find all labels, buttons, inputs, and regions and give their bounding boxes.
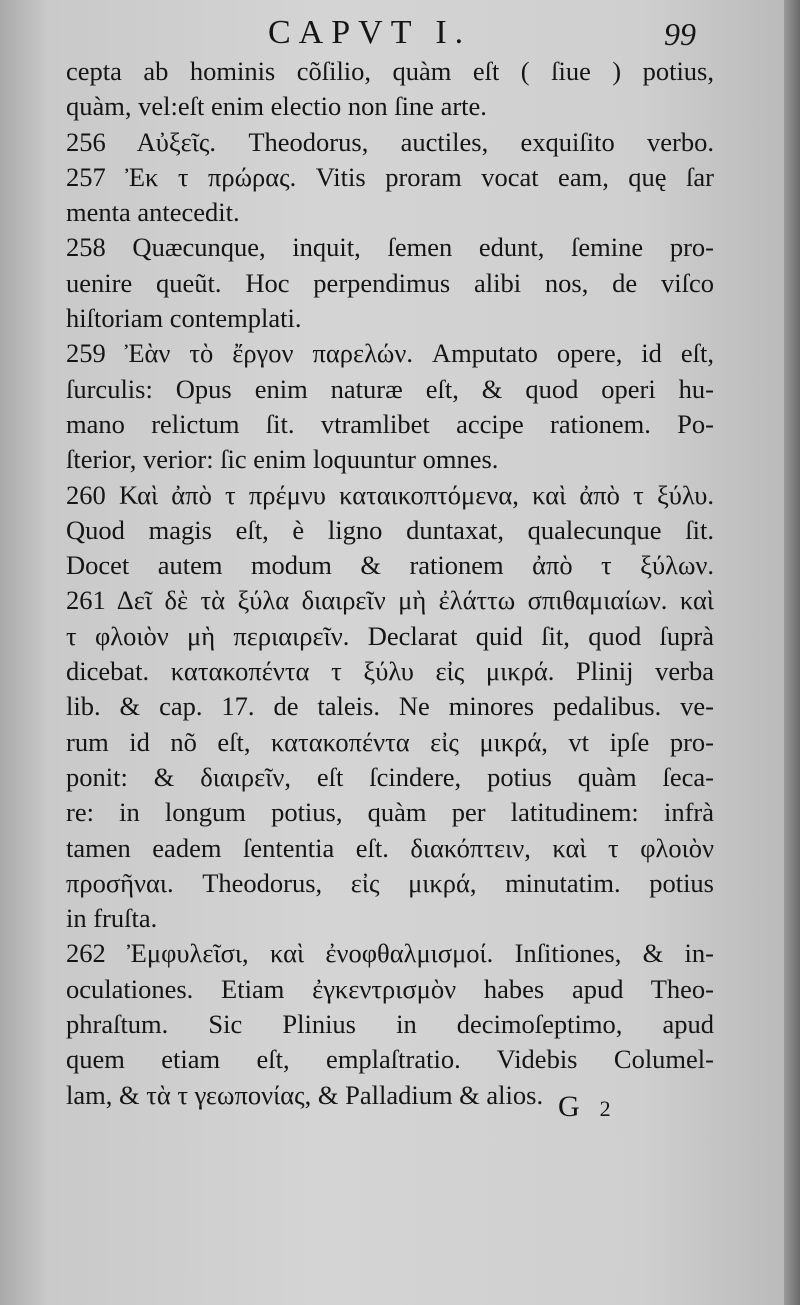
text-line: Quod magis eſt, è ligno duntaxat, qualecunque ſit. bbox=[66, 514, 714, 545]
text-line: 258 Quæcunque, inquit, ſemen edunt, ſemine pro- bbox=[66, 232, 714, 263]
text-line: ſurculis: Opus enim naturæ eſt, & quod operi hu- bbox=[66, 373, 714, 404]
text-line: Docet autem modum & rationem ἀπὸ τ ξύλων. bbox=[66, 550, 714, 581]
signature-number: 2 bbox=[599, 1096, 611, 1121]
text-line: menta antecedit. bbox=[66, 197, 240, 228]
text-line: in fruſta. bbox=[66, 903, 158, 934]
text-line: tamen eadem ſententia eſt. διακόπτειν, καὶ τ φλοιὸν bbox=[66, 832, 714, 863]
text-line: quàm, vel:eſt enim electio non ſine arte. bbox=[66, 91, 487, 122]
text-line: mano relictum ſit. vtramlibet accipe rationem. Po- bbox=[66, 408, 714, 439]
text-line: dicebat. κατακοπέντα τ ξύλυ εἰς μικρά. Plinij verba bbox=[66, 656, 714, 687]
text-line: phraſtum. Sic Plinius in decimoſeptimo, apud bbox=[66, 1009, 714, 1040]
text-line: uenire queũt. Hoc perpendimus alibi nos, de viſco bbox=[66, 267, 714, 298]
text-line: ſterior, verior: ſic enim loquuntur omnes. bbox=[66, 444, 499, 475]
page-gutter-shadow bbox=[784, 0, 800, 1305]
text-line: re: in longum potius, quàm per latitudinem: infrà bbox=[66, 797, 714, 828]
text-line: oculationes. Etiam ἐγκεντρισμὸν habes apud Theo- bbox=[66, 973, 714, 1004]
text-line: quem etiam eſt, emplaſtratio. Videbis Columel- bbox=[66, 1044, 714, 1075]
text-block bbox=[66, 54, 714, 1113]
text-line: hiſtoriam contemplati. bbox=[66, 303, 302, 334]
signature-letter: G bbox=[558, 1090, 580, 1123]
text-line: 259 Ἐὰν τὸ ἔργον παρελών. Amputato opere, id eſt, bbox=[66, 338, 714, 369]
text-line: lam, & τὰ τ γεωπονίας, & Palladium & alios. bbox=[66, 1079, 544, 1110]
text-line: rum id nõ eſt, κατακοπέντα εἰς μικρά, vt ipſe pro- bbox=[66, 726, 714, 757]
page-header bbox=[0, 14, 800, 54]
text-line: προσῆναι. Theodorus, εἰς μικρά, minutatim. potius bbox=[66, 867, 714, 898]
text-line: 261 Δεῖ δὲ τὰ ξύλα διαιρεῖν μὴ ἐλάττω σπιθαμιαίων. καὶ bbox=[66, 585, 714, 616]
text-line: τ φλοιὸν μὴ περιαιρεῖν. Declarat quid ſit, quod ſuprà bbox=[66, 620, 714, 651]
text-line: ponit: & διαιρεῖν, eſt ſcindere, potius quàm ſeca- bbox=[66, 761, 714, 792]
text-line: 257 Ἐκ τ πρώρας. Vitis proram vocat eam, quę ſar bbox=[66, 161, 714, 192]
text-line: 256 Αὐξεῖς. Theodorus, auctiles, exquiſito verbo. bbox=[66, 126, 714, 157]
signature-mark bbox=[558, 1090, 611, 1124]
running-head: CAPVT I. bbox=[268, 14, 472, 51]
text-line: 262 Ἐμφυλεῖσι, καὶ ἐνοφθαλμισμοί. Inſitiones, & in- bbox=[66, 938, 714, 969]
text-line: cepta ab hominis cõſilio, quàm eſt ( ſiue ) potius, bbox=[66, 56, 714, 86]
text-line: lib. & cap. 17. de taleis. Ne minores pedalibus. ve- bbox=[66, 691, 714, 722]
page-number: 99 bbox=[664, 16, 696, 52]
text-line: 260 Καὶ ἀπὸ τ πρέμνυ καταικοπτόμενα, καὶ ἀπὸ τ ξύλυ. bbox=[66, 479, 714, 510]
